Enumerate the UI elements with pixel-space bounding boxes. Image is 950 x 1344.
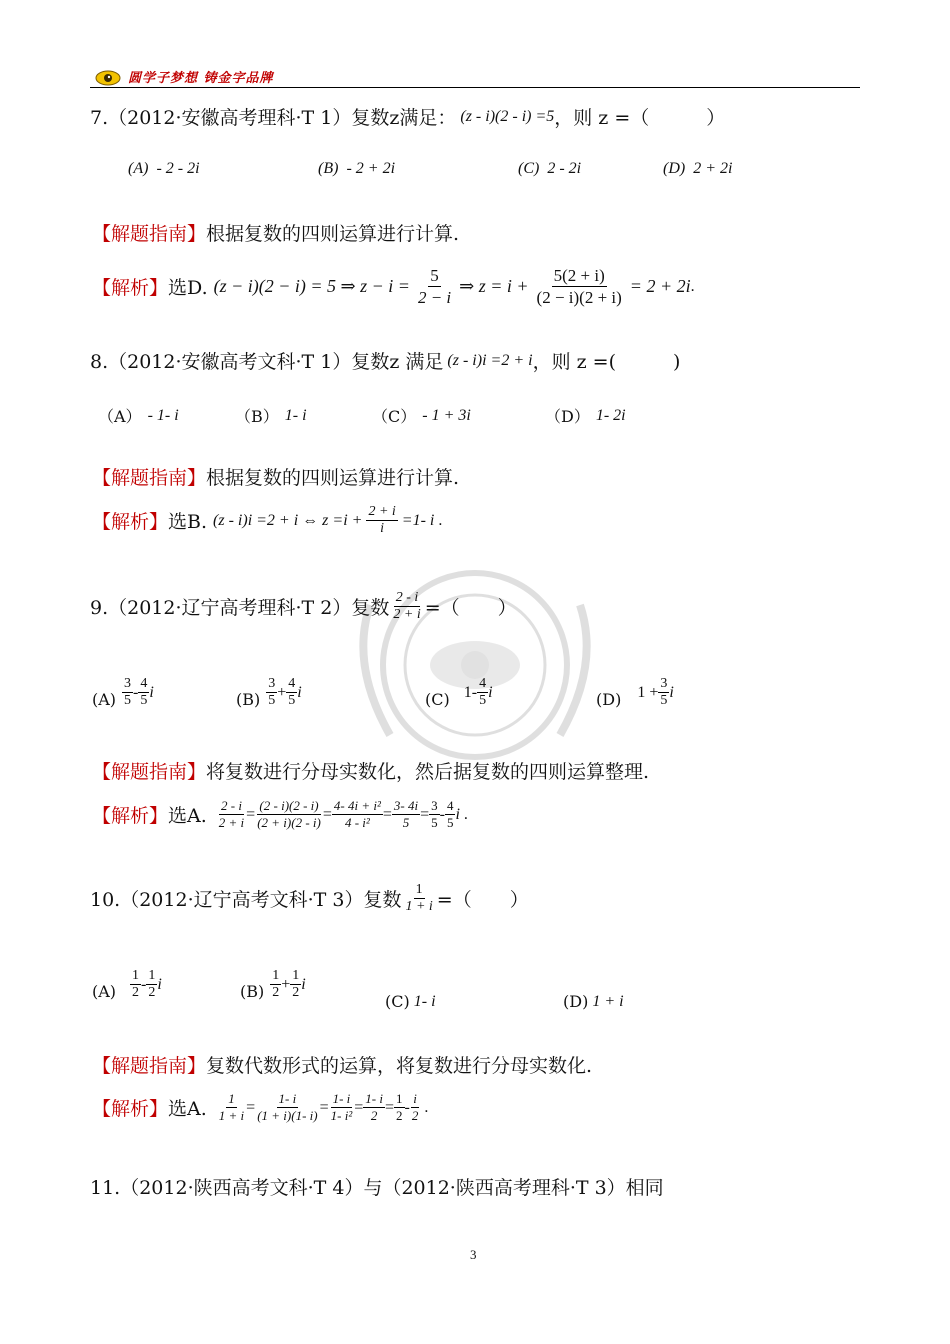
question-7-option-b: (B) - 2 + 2i — [318, 160, 396, 177]
question-9-stem: 9.（2012·辽宁高考理科·T 2）复数 $\frac{2 - i}{2 + i}$ =（ ） — [90, 590, 517, 622]
question-7-option-c: (C) 2 - 2i — [518, 160, 582, 177]
question-8-option-a: （A） - 1- i — [98, 406, 179, 426]
question-8-option-c: （C） - 1 + 3i — [372, 406, 471, 426]
question-7-stem: 7.（2012·安徽高考理科·T 1）复数z满足： (z - i)(2 - i) =5 ，则 z =（ ） — [90, 107, 726, 129]
question-9-solution: 【解析】 选A. $\frac{2 - i}{2 + i}$ = $\frac{(2 - i)(2 - i)}{(2 + i)(2 - i)}$ = $\frac{\text{4- 4i + i²}}{\text{4 - i²}}$ = $\frac{3- 4i}{5}$ = $\frac{3}{5}$ - $\frac{4}{5}$ i . — [92, 798, 468, 830]
question-9-option-c: (C) 1- $\frac{4}{5}$ i — [425, 676, 493, 709]
question-8-guide: 【解题指南】 根据复数的四则运算进行计算. — [92, 467, 460, 489]
question-7-guide: 【解题指南】 根据复数的四则运算进行计算. — [92, 223, 460, 245]
question-11-stem: 11.（2012·陕西高考文科·T 4）与（2012·陕西高考理科·T 3）相同 — [90, 1177, 664, 1199]
question-10-option-b: (B) $\frac{1}{2}$ + $\frac{1}{2}$ i — [240, 968, 306, 1001]
question-10-stem: 10.（2012·辽宁高考文科·T 3）复数 $\frac{1}{1 + i}$ =（ ） — [90, 882, 529, 914]
question-10-option-a: (A) $\frac{1}{2}$ - $\frac{1}{2}$ i — [92, 968, 162, 1001]
page-number: 3 — [470, 1247, 477, 1262]
header-slogan: 圆学子梦想 铸金字品牌 — [128, 71, 274, 86]
question-7-option-a: (A) - 2 - 2i — [128, 160, 200, 177]
question-10-solution: 【解析】 选A. $\frac{1}{1 + i}$ = $\frac{1- i}{(1 + i)(1- i)}$ = $\frac{1- i}{\text{1- i²}}$ = $\frac{1- i}{2}$ = $\frac{1}{2}$ - $\frac{i}{2}$ . — [92, 1091, 429, 1123]
question-8-option-d: （D） 1- 2i — [545, 406, 626, 426]
question-9-option-b: (B) $\frac{3}{5}$ + $\frac{4}{5}$ i — [236, 676, 302, 709]
question-7-solution: 【解析】 选D. (z − i)(2 − i) = 5 ⇒ z − i = $\frac{5}{2 - i}$ ⇒ z = i + $\frac{5(2 + i)}{(2 - i)(2 + i)}$ = 2 + 2i . — [92, 266, 695, 307]
header-divider — [90, 87, 860, 88]
question-8-option-b: （B） 1- i — [235, 406, 307, 426]
question-9-option-d: (D) 1 + $\frac{3}{5}$ i — [596, 676, 674, 709]
question-9-option-a: (A) $\frac{3}{5}$ - $\frac{4}{5}$ i — [92, 676, 154, 709]
question-10-option-c: (C) 1- i — [385, 992, 436, 1011]
question-10-guide: 【解题指南】 复数代数形式的运算，将复数进行分母实数化. — [92, 1055, 593, 1077]
question-9-guide: 【解题指南】 将复数进行分母实数化，然后据复数的四则运算整理. — [92, 761, 650, 783]
question-10-option-d: (D) 1 + i — [563, 992, 624, 1011]
eye-logo-icon — [95, 68, 121, 88]
question-8-stem: 8.（2012·安徽高考文科·T 1）复数z 满足 (z - i)i =2 + i ，则 z =( ) — [90, 351, 681, 373]
question-7-option-d: (D) 2 + 2i — [663, 160, 733, 177]
question-8-solution: 【解析】 选B. (z - i)i =2 + i ⇔ z =i + $\frac{2 + i}{i}$ =1- i . — [92, 504, 443, 536]
